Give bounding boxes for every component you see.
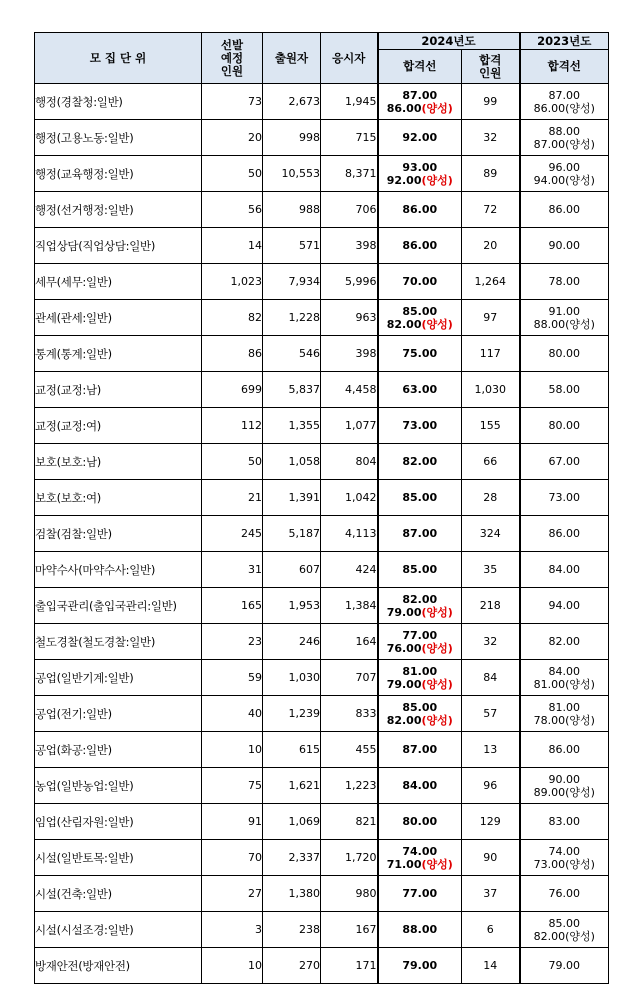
cut-score-secondary-value: 79.00 [386, 605, 422, 619]
passers-value: 99 [462, 84, 520, 120]
unit-name: 공업(전기:일반) [35, 696, 202, 732]
quota-value: 70 [202, 840, 263, 876]
unit-name: 공업(일반기계:일반) [35, 660, 202, 696]
quota-value: 14 [202, 228, 263, 264]
cut-score: 77.00 [402, 628, 438, 642]
unit-name: 교정(교정:여) [35, 408, 202, 444]
takers-value: 980 [321, 876, 378, 912]
cut-2024-cell [378, 228, 462, 264]
takers-value: 8,371 [321, 156, 378, 192]
passers-value: 129 [462, 804, 520, 840]
cut-2024-cell [378, 84, 462, 120]
cut-2024-cell [378, 300, 462, 336]
passers-value: 37 [462, 876, 520, 912]
quota-value: 3 [202, 912, 263, 948]
applicants-value: 571 [263, 228, 321, 264]
passers-value: 6 [462, 912, 520, 948]
header-cut-2024: 합격선 [378, 50, 462, 84]
applicants-value: 1,030 [263, 660, 321, 696]
cut-2023-value: 88.00 87.00(양성) [520, 120, 609, 156]
quota-value: 75 [202, 768, 263, 804]
takers-value: 1,720 [321, 840, 378, 876]
takers-value: 706 [321, 192, 378, 228]
takers-value: 5,996 [321, 264, 378, 300]
table-row [35, 660, 609, 696]
table-row [35, 480, 609, 516]
cut-2023-value: 87.00 86.00(양성) [520, 84, 609, 120]
unit-name: 교정(교정:남) [35, 372, 202, 408]
cut-2024-cell [378, 336, 462, 372]
applicants-value: 2,337 [263, 840, 321, 876]
unit-name: 방재안전(방재안전) [35, 948, 202, 984]
cut-score-secondary [379, 714, 462, 727]
quota-value: 73 [202, 84, 263, 120]
table-row [35, 300, 609, 336]
takers-value: 424 [321, 552, 378, 588]
applicants-value: 1,953 [263, 588, 321, 624]
quota-value: 50 [202, 156, 263, 192]
cut-score-secondary-tag: (양성) [421, 857, 453, 871]
header-takers: 응시자 [321, 33, 378, 84]
cut-score: 77.00 [402, 887, 438, 900]
cut-score: 86.00 [402, 203, 438, 216]
header-unit: 모 집 단 위 [35, 33, 202, 84]
takers-value: 398 [321, 336, 378, 372]
cut-2024-cell [378, 372, 462, 408]
cut-2024-cell [378, 624, 462, 660]
quota-value: 59 [202, 660, 263, 696]
cut-score: 82.00 [402, 455, 438, 468]
cut-2023-value: 86.00 [520, 516, 609, 552]
cut-2023-value: 79.00 [520, 948, 609, 984]
quota-value: 21 [202, 480, 263, 516]
cut-2023-value: 86.00 [520, 192, 609, 228]
table-row [35, 84, 609, 120]
unit-name: 보호(보호:남) [35, 444, 202, 480]
unit-name: 검찰(검찰:일반) [35, 516, 202, 552]
cut-2024-cell [378, 840, 462, 876]
cut-2023-value: 78.00 [520, 264, 609, 300]
cut-2023-value: 86.00 [520, 732, 609, 768]
table-row [35, 444, 609, 480]
unit-name: 농업(일반농업:일반) [35, 768, 202, 804]
cut-score-secondary [379, 606, 462, 619]
applicants-value: 546 [263, 336, 321, 372]
cut-2023-value: 67.00 [520, 444, 609, 480]
table-row [35, 768, 609, 804]
cut-2023-value: 85.00 82.00(양성) [520, 912, 609, 948]
applicants-value: 1,228 [263, 300, 321, 336]
cut-score-secondary [379, 858, 462, 871]
cut-2024-cell [378, 768, 462, 804]
cut-score: 87.00 [402, 88, 438, 102]
cut-score: 82.00 [402, 592, 438, 606]
recruitment-results-table [34, 32, 609, 984]
applicants-value: 1,239 [263, 696, 321, 732]
cut-score: 86.00 [402, 239, 438, 252]
passers-value: 1,264 [462, 264, 520, 300]
applicants-value: 5,837 [263, 372, 321, 408]
passers-value: 13 [462, 732, 520, 768]
quota-value: 245 [202, 516, 263, 552]
cut-score: 70.00 [402, 275, 438, 288]
cut-2024-cell [378, 588, 462, 624]
table-row [35, 876, 609, 912]
cut-2023-value: 96.00 94.00(양성) [520, 156, 609, 192]
cut-score-secondary-value: 82.00 [386, 713, 422, 727]
cut-score: 79.00 [402, 959, 438, 972]
unit-name: 행정(고용노동:일반) [35, 120, 202, 156]
table-row [35, 552, 609, 588]
table-row [35, 408, 609, 444]
applicants-value: 7,934 [263, 264, 321, 300]
table-row [35, 228, 609, 264]
takers-value: 821 [321, 804, 378, 840]
takers-value: 715 [321, 120, 378, 156]
quota-value: 27 [202, 876, 263, 912]
applicants-value: 2,673 [263, 84, 321, 120]
cut-2023-value: 94.00 [520, 588, 609, 624]
applicants-value: 270 [263, 948, 321, 984]
cut-2024-cell [378, 516, 462, 552]
cut-score: 85.00 [402, 491, 438, 504]
quota-value: 82 [202, 300, 263, 336]
cut-score-secondary-tag: (양성) [421, 677, 453, 691]
quota-value: 165 [202, 588, 263, 624]
unit-name: 시설(시설조경:일반) [35, 912, 202, 948]
passers-value: 72 [462, 192, 520, 228]
cut-2023-value: 58.00 [520, 372, 609, 408]
passers-value: 14 [462, 948, 520, 984]
table-row [35, 804, 609, 840]
quota-value: 23 [202, 624, 263, 660]
table-row [35, 372, 609, 408]
applicants-value: 10,553 [263, 156, 321, 192]
cut-score: 85.00 [402, 563, 438, 576]
takers-value: 164 [321, 624, 378, 660]
table-row [35, 732, 609, 768]
cut-score-secondary [379, 678, 462, 691]
unit-name: 시설(일반토목:일반) [35, 840, 202, 876]
cut-2024-cell [378, 264, 462, 300]
passers-value: 155 [462, 408, 520, 444]
cut-score: 85.00 [402, 304, 438, 318]
applicants-value: 1,069 [263, 804, 321, 840]
cut-2023-value: 84.00 81.00(양성) [520, 660, 609, 696]
applicants-value: 1,391 [263, 480, 321, 516]
cut-2024-cell [378, 192, 462, 228]
cut-score-secondary [379, 318, 462, 331]
cut-2023-value: 90.00 [520, 228, 609, 264]
cut-2024-cell [378, 156, 462, 192]
cut-2023-value: 73.00 [520, 480, 609, 516]
cut-score-secondary-value: 92.00 [386, 173, 422, 187]
cut-2024-cell [378, 480, 462, 516]
cut-score: 81.00 [402, 664, 438, 678]
header-cut-2023: 합격선 [520, 50, 609, 84]
applicants-value: 615 [263, 732, 321, 768]
unit-name: 세무(세무:일반) [35, 264, 202, 300]
applicants-value: 238 [263, 912, 321, 948]
cut-2023-value: 74.00 73.00(양성) [520, 840, 609, 876]
cut-score-secondary [379, 642, 462, 655]
quota-value: 112 [202, 408, 263, 444]
passers-value: 57 [462, 696, 520, 732]
header-quota: 선발 예정 인원 [202, 33, 263, 84]
quota-value: 10 [202, 948, 263, 984]
cut-score: 92.00 [402, 131, 438, 144]
cut-2023-value: 76.00 [520, 876, 609, 912]
cut-score: 87.00 [402, 743, 438, 756]
takers-value: 167 [321, 912, 378, 948]
passers-value: 28 [462, 480, 520, 516]
unit-name: 마약수사(마약수사:일반) [35, 552, 202, 588]
unit-name: 행정(경찰청:일반) [35, 84, 202, 120]
table-row [35, 336, 609, 372]
cut-score-secondary [379, 174, 462, 187]
cut-score-secondary-tag: (양성) [421, 605, 453, 619]
cut-score-secondary [379, 102, 462, 115]
applicants-value: 246 [263, 624, 321, 660]
table-row [35, 192, 609, 228]
quota-value: 40 [202, 696, 263, 732]
table-row [35, 840, 609, 876]
takers-value: 963 [321, 300, 378, 336]
cut-score-secondary-tag: (양성) [421, 101, 453, 115]
cut-score-secondary-value: 79.00 [386, 677, 422, 691]
passers-value: 90 [462, 840, 520, 876]
quota-value: 20 [202, 120, 263, 156]
takers-value: 707 [321, 660, 378, 696]
header-year-2024: 2024년도 [378, 33, 520, 50]
passers-value: 84 [462, 660, 520, 696]
takers-value: 833 [321, 696, 378, 732]
table-row [35, 156, 609, 192]
cut-score: 80.00 [402, 815, 438, 828]
passers-value: 218 [462, 588, 520, 624]
takers-value: 1,945 [321, 84, 378, 120]
takers-value: 1,042 [321, 480, 378, 516]
quota-value: 10 [202, 732, 263, 768]
table-row [35, 948, 609, 984]
takers-value: 398 [321, 228, 378, 264]
unit-name: 관세(관세:일반) [35, 300, 202, 336]
quota-value: 50 [202, 444, 263, 480]
takers-value: 1,223 [321, 768, 378, 804]
cut-2024-cell [378, 552, 462, 588]
cut-score: 73.00 [402, 419, 438, 432]
passers-value: 97 [462, 300, 520, 336]
cut-score-secondary-tag: (양성) [421, 317, 453, 331]
cut-2023-value: 84.00 [520, 552, 609, 588]
unit-name: 임업(산림자원:일반) [35, 804, 202, 840]
takers-value: 4,458 [321, 372, 378, 408]
cut-score-secondary-value: 82.00 [386, 317, 422, 331]
cut-2024-cell [378, 444, 462, 480]
passers-value: 35 [462, 552, 520, 588]
quota-value: 56 [202, 192, 263, 228]
passers-value: 324 [462, 516, 520, 552]
cut-2024-cell [378, 408, 462, 444]
quota-value: 31 [202, 552, 263, 588]
unit-name: 공업(화공:일반) [35, 732, 202, 768]
table-row [35, 588, 609, 624]
applicants-value: 5,187 [263, 516, 321, 552]
cut-2024-cell [378, 660, 462, 696]
cut-score: 74.00 [402, 844, 438, 858]
cut-score-secondary-tag: (양성) [421, 713, 453, 727]
cut-score: 84.00 [402, 779, 438, 792]
applicants-value: 1,621 [263, 768, 321, 804]
unit-name: 행정(교육행정:일반) [35, 156, 202, 192]
unit-name: 직업상담(직업상담:일반) [35, 228, 202, 264]
cut-score-secondary-tag: (양성) [421, 173, 453, 187]
quota-value: 86 [202, 336, 263, 372]
cut-2023-value: 80.00 [520, 336, 609, 372]
table-body [35, 84, 609, 984]
quota-value: 699 [202, 372, 263, 408]
table-row [35, 624, 609, 660]
cut-score: 88.00 [402, 923, 438, 936]
table-row [35, 912, 609, 948]
cut-score: 85.00 [402, 700, 438, 714]
unit-name: 행정(선거행정:일반) [35, 192, 202, 228]
cut-2024-cell [378, 696, 462, 732]
cut-score-secondary-value: 86.00 [386, 101, 422, 115]
cut-2023-value: 80.00 [520, 408, 609, 444]
passers-value: 96 [462, 768, 520, 804]
takers-value: 1,384 [321, 588, 378, 624]
cut-2023-value: 82.00 [520, 624, 609, 660]
passers-value: 89 [462, 156, 520, 192]
cut-score-secondary-value: 76.00 [386, 641, 422, 655]
cut-2023-value: 81.00 78.00(양성) [520, 696, 609, 732]
takers-value: 171 [321, 948, 378, 984]
cut-2023-value: 83.00 [520, 804, 609, 840]
passers-value: 1,030 [462, 372, 520, 408]
quota-value: 91 [202, 804, 263, 840]
passers-value: 117 [462, 336, 520, 372]
cut-score: 75.00 [402, 347, 438, 360]
takers-value: 4,113 [321, 516, 378, 552]
table-row [35, 516, 609, 552]
cut-score: 63.00 [402, 383, 438, 396]
applicants-value: 1,355 [263, 408, 321, 444]
table-row [35, 264, 609, 300]
unit-name: 보호(보호:여) [35, 480, 202, 516]
cut-score-secondary-tag: (양성) [421, 641, 453, 655]
unit-name: 철도경찰(철도경찰:일반) [35, 624, 202, 660]
header-year-2023: 2023년도 [520, 33, 609, 50]
takers-value: 1,077 [321, 408, 378, 444]
cut-score: 93.00 [402, 160, 438, 174]
applicants-value: 1,058 [263, 444, 321, 480]
cut-2023-value: 91.00 88.00(양성) [520, 300, 609, 336]
applicants-value: 607 [263, 552, 321, 588]
passers-value: 32 [462, 120, 520, 156]
applicants-value: 998 [263, 120, 321, 156]
quota-value: 1,023 [202, 264, 263, 300]
applicants-value: 988 [263, 192, 321, 228]
cut-2024-cell [378, 948, 462, 984]
passers-value: 20 [462, 228, 520, 264]
cut-2023-value: 90.00 89.00(양성) [520, 768, 609, 804]
takers-value: 804 [321, 444, 378, 480]
passers-value: 66 [462, 444, 520, 480]
cut-2024-cell [378, 804, 462, 840]
applicants-value: 1,380 [263, 876, 321, 912]
cut-score-secondary-value: 71.00 [386, 857, 422, 871]
unit-name: 출입국관리(출입국관리:일반) [35, 588, 202, 624]
table-row [35, 696, 609, 732]
table-row [35, 120, 609, 156]
cut-2024-cell [378, 876, 462, 912]
header-passers: 합격 인원 [462, 50, 520, 84]
cut-2024-cell [378, 120, 462, 156]
unit-name: 시설(건축:일반) [35, 876, 202, 912]
takers-value: 455 [321, 732, 378, 768]
unit-name: 통계(통계:일반) [35, 336, 202, 372]
cut-2024-cell [378, 912, 462, 948]
passers-value: 32 [462, 624, 520, 660]
header-applicants: 출원자 [263, 33, 321, 84]
cut-2024-cell [378, 732, 462, 768]
cut-score: 87.00 [402, 527, 438, 540]
